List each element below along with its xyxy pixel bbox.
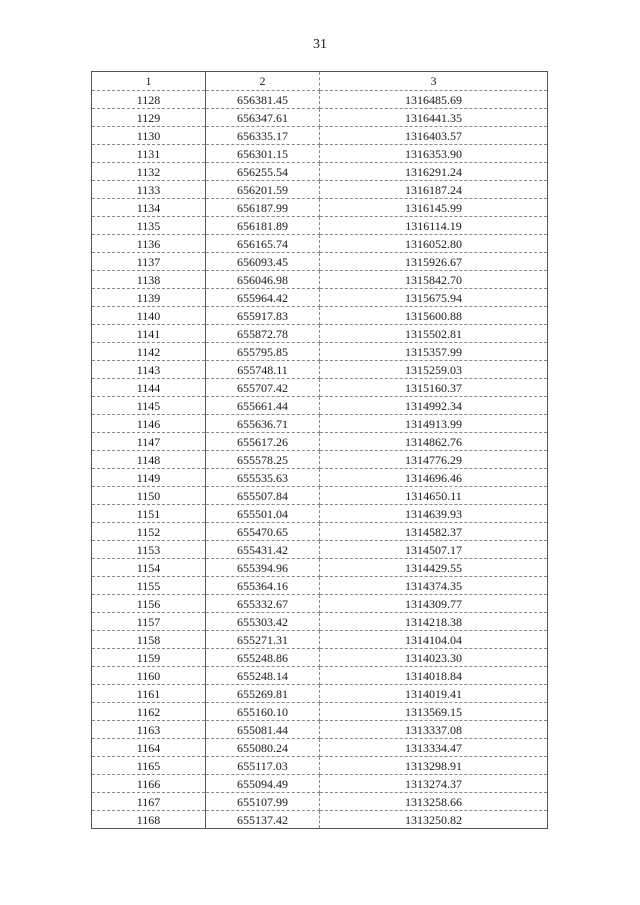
y-coordinate-cell: 1313274.37 [320, 775, 548, 793]
point-number-cell: 1163 [92, 721, 206, 739]
table-row [92, 181, 548, 199]
x-coordinate-cell: 655636.71 [206, 415, 320, 433]
x-coordinate-cell: 655470.65 [206, 523, 320, 541]
x-coordinate-cell: 656093.45 [206, 253, 320, 271]
table-row [92, 379, 548, 397]
x-coordinate-cell: 656165.74 [206, 235, 320, 253]
x-coordinate-cell: 655917.83 [206, 307, 320, 325]
table-row [92, 397, 548, 415]
x-coordinate-cell: 655964.42 [206, 289, 320, 307]
point-number-cell: 1166 [92, 775, 206, 793]
table-row [92, 415, 548, 433]
table-row [92, 523, 548, 541]
point-number-cell: 1148 [92, 451, 206, 469]
point-number-cell: 1146 [92, 415, 206, 433]
point-number-cell: 1156 [92, 595, 206, 613]
table-row [92, 541, 548, 559]
table-row [92, 343, 548, 361]
point-number-cell: 1147 [92, 433, 206, 451]
y-coordinate-cell: 1313250.82 [320, 811, 548, 829]
y-coordinate-cell: 1314992.34 [320, 397, 548, 415]
table-row [92, 577, 548, 595]
y-coordinate-cell: 1316145.99 [320, 199, 548, 217]
x-coordinate-cell: 655501.04 [206, 505, 320, 523]
y-coordinate-cell: 1314862.76 [320, 433, 548, 451]
point-number-cell: 1167 [92, 793, 206, 811]
x-coordinate-cell: 655507.84 [206, 487, 320, 505]
point-number-cell: 1149 [92, 469, 206, 487]
point-number-cell: 1138 [92, 271, 206, 289]
y-coordinate-cell: 1316353.90 [320, 145, 548, 163]
table-row [92, 487, 548, 505]
point-number-cell: 1151 [92, 505, 206, 523]
y-coordinate-cell: 1316441.35 [320, 109, 548, 127]
x-coordinate-cell: 655248.86 [206, 649, 320, 667]
point-number-cell: 1158 [92, 631, 206, 649]
x-coordinate-cell: 655578.25 [206, 451, 320, 469]
table-row [92, 199, 548, 217]
y-coordinate-cell: 1315160.37 [320, 379, 548, 397]
table-row [92, 451, 548, 469]
y-coordinate-cell: 1316114.19 [320, 217, 548, 235]
y-coordinate-cell: 1314309.77 [320, 595, 548, 613]
x-coordinate-cell: 655661.44 [206, 397, 320, 415]
y-coordinate-cell: 1315675.94 [320, 289, 548, 307]
table-row [92, 109, 548, 127]
y-coordinate-cell: 1315926.67 [320, 253, 548, 271]
table-row [92, 505, 548, 523]
y-coordinate-cell: 1314639.93 [320, 505, 548, 523]
x-coordinate-cell: 655431.42 [206, 541, 320, 559]
y-coordinate-cell: 1314019.41 [320, 685, 548, 703]
x-coordinate-cell: 655269.81 [206, 685, 320, 703]
table-row [92, 775, 548, 793]
point-number-cell: 1133 [92, 181, 206, 199]
point-number-cell: 1131 [92, 145, 206, 163]
table-row [92, 235, 548, 253]
point-number-cell: 1165 [92, 757, 206, 775]
y-coordinate-cell: 1315842.70 [320, 271, 548, 289]
table-row [92, 289, 548, 307]
table-row [92, 91, 548, 109]
y-coordinate-cell: 1316403.57 [320, 127, 548, 145]
y-coordinate-cell: 1313337.08 [320, 721, 548, 739]
x-coordinate-cell: 655117.03 [206, 757, 320, 775]
point-number-cell: 1159 [92, 649, 206, 667]
table-row [92, 145, 548, 163]
table-row [92, 127, 548, 145]
x-coordinate-cell: 655535.63 [206, 469, 320, 487]
point-number-cell: 1129 [92, 109, 206, 127]
y-coordinate-cell: 1316052.80 [320, 235, 548, 253]
table-row [92, 595, 548, 613]
point-number-cell: 1162 [92, 703, 206, 721]
table-row [92, 163, 548, 181]
point-number-cell: 1143 [92, 361, 206, 379]
point-number-cell: 1137 [92, 253, 206, 271]
table-row [92, 271, 548, 289]
table-row [92, 811, 548, 829]
y-coordinate-cell: 1314023.30 [320, 649, 548, 667]
point-number-cell: 1140 [92, 307, 206, 325]
y-coordinate-cell: 1313569.15 [320, 703, 548, 721]
point-number-cell: 1135 [92, 217, 206, 235]
x-coordinate-cell: 656381.45 [206, 91, 320, 109]
x-coordinate-cell: 655707.42 [206, 379, 320, 397]
point-number-cell: 1132 [92, 163, 206, 181]
x-coordinate-cell: 656301.15 [206, 145, 320, 163]
point-number-cell: 1164 [92, 739, 206, 757]
table-row [92, 631, 548, 649]
x-coordinate-cell: 656255.54 [206, 163, 320, 181]
coordinates-table [91, 71, 548, 829]
x-coordinate-cell: 655137.42 [206, 811, 320, 829]
x-coordinate-cell: 656046.98 [206, 271, 320, 289]
table-row [92, 253, 548, 271]
point-number-cell: 1168 [92, 811, 206, 829]
x-coordinate-cell: 656347.61 [206, 109, 320, 127]
table-row [92, 703, 548, 721]
y-coordinate-cell: 1313258.66 [320, 793, 548, 811]
point-number-cell: 1145 [92, 397, 206, 415]
point-number-cell: 1128 [92, 91, 206, 109]
y-coordinate-cell: 1314507.17 [320, 541, 548, 559]
table-body [92, 72, 548, 829]
x-coordinate-cell: 655872.78 [206, 325, 320, 343]
y-coordinate-cell: 1314650.11 [320, 487, 548, 505]
table-row [92, 685, 548, 703]
table-row [92, 469, 548, 487]
point-number-cell: 1155 [92, 577, 206, 595]
point-number-cell: 1142 [92, 343, 206, 361]
x-coordinate-cell: 655303.42 [206, 613, 320, 631]
page-number: 31 [313, 37, 327, 52]
table-row [92, 361, 548, 379]
x-coordinate-cell: 655094.49 [206, 775, 320, 793]
column-header: 1 [92, 72, 206, 91]
table-row [92, 757, 548, 775]
y-coordinate-cell: 1314374.35 [320, 577, 548, 595]
x-coordinate-cell: 656335.17 [206, 127, 320, 145]
x-coordinate-cell: 655795.85 [206, 343, 320, 361]
point-number-cell: 1154 [92, 559, 206, 577]
table-row [92, 739, 548, 757]
point-number-cell: 1134 [92, 199, 206, 217]
table-row [92, 667, 548, 685]
y-coordinate-cell: 1313298.91 [320, 757, 548, 775]
x-coordinate-cell: 655248.14 [206, 667, 320, 685]
table-header-row [92, 72, 548, 91]
x-coordinate-cell: 655080.24 [206, 739, 320, 757]
point-number-cell: 1161 [92, 685, 206, 703]
point-number-cell: 1141 [92, 325, 206, 343]
point-number-cell: 1153 [92, 541, 206, 559]
column-header: 2 [206, 72, 320, 91]
y-coordinate-cell: 1315259.03 [320, 361, 548, 379]
table-row [92, 649, 548, 667]
y-coordinate-cell: 1314429.55 [320, 559, 548, 577]
x-coordinate-cell: 655748.11 [206, 361, 320, 379]
y-coordinate-cell: 1314913.99 [320, 415, 548, 433]
y-coordinate-cell: 1315357.99 [320, 343, 548, 361]
table-row [92, 217, 548, 235]
point-number-cell: 1144 [92, 379, 206, 397]
x-coordinate-cell: 655081.44 [206, 721, 320, 739]
y-coordinate-cell: 1315600.88 [320, 307, 548, 325]
table-row [92, 325, 548, 343]
x-coordinate-cell: 655271.31 [206, 631, 320, 649]
x-coordinate-cell: 656201.59 [206, 181, 320, 199]
x-coordinate-cell: 655394.96 [206, 559, 320, 577]
point-number-cell: 1157 [92, 613, 206, 631]
y-coordinate-cell: 1314582.37 [320, 523, 548, 541]
column-header: 3 [320, 72, 548, 91]
y-coordinate-cell: 1314776.29 [320, 451, 548, 469]
y-coordinate-cell: 1316485.69 [320, 91, 548, 109]
table-row [92, 613, 548, 631]
y-coordinate-cell: 1314218.38 [320, 613, 548, 631]
point-number-cell: 1150 [92, 487, 206, 505]
point-number-cell: 1130 [92, 127, 206, 145]
y-coordinate-cell: 1314018.84 [320, 667, 548, 685]
x-coordinate-cell: 655332.67 [206, 595, 320, 613]
y-coordinate-cell: 1316187.24 [320, 181, 548, 199]
y-coordinate-cell: 1316291.24 [320, 163, 548, 181]
point-number-cell: 1152 [92, 523, 206, 541]
y-coordinate-cell: 1313334.47 [320, 739, 548, 757]
y-coordinate-cell: 1314104.04 [320, 631, 548, 649]
y-coordinate-cell: 1314696.46 [320, 469, 548, 487]
x-coordinate-cell: 656187.99 [206, 199, 320, 217]
point-number-cell: 1136 [92, 235, 206, 253]
x-coordinate-cell: 656181.89 [206, 217, 320, 235]
x-coordinate-cell: 655617.26 [206, 433, 320, 451]
y-coordinate-cell: 1315502.81 [320, 325, 548, 343]
x-coordinate-cell: 655364.16 [206, 577, 320, 595]
table-row [92, 433, 548, 451]
x-coordinate-cell: 655160.10 [206, 703, 320, 721]
table-row [92, 721, 548, 739]
table-row [92, 307, 548, 325]
table-row [92, 559, 548, 577]
table-row [92, 793, 548, 811]
point-number-cell: 1160 [92, 667, 206, 685]
point-number-cell: 1139 [92, 289, 206, 307]
x-coordinate-cell: 655107.99 [206, 793, 320, 811]
